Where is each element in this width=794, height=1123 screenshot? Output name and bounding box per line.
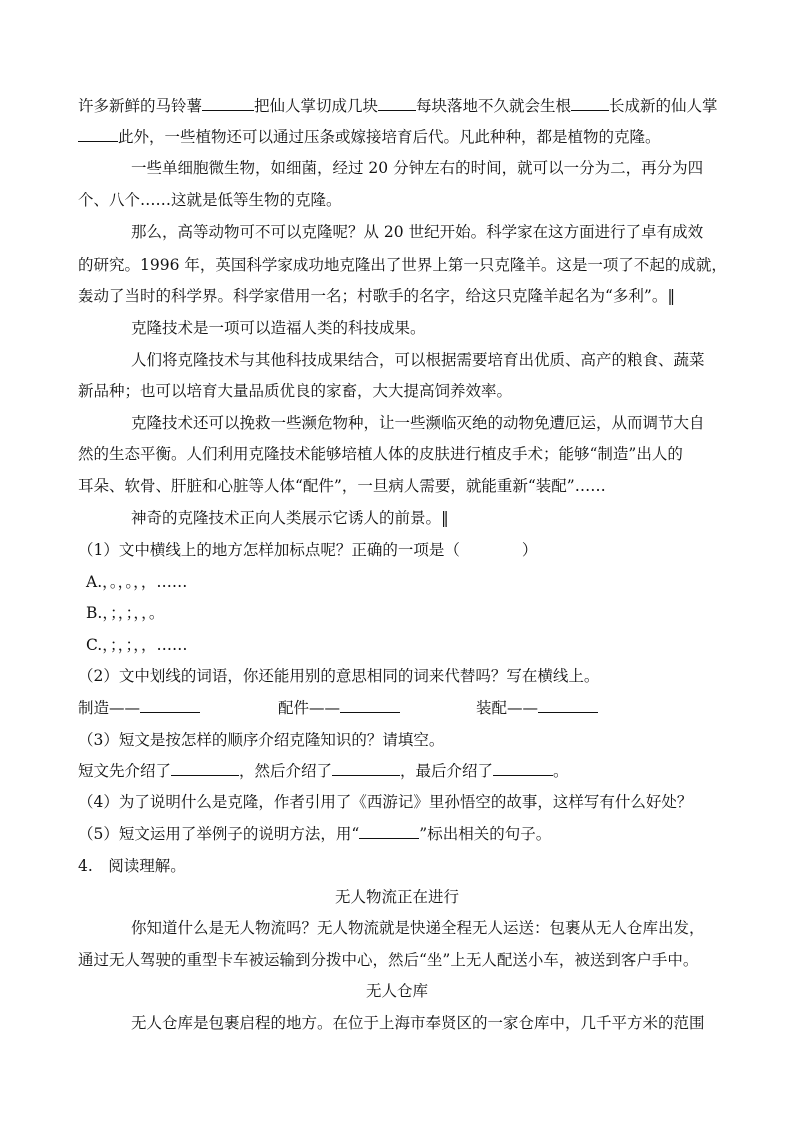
option-c[interactable]: C.，；，；，，…… [86, 636, 188, 654]
passage-text: 此外，一些植物还可以通过压条或嫁接培育后代。凡此种种，都是植物的克隆。 [118, 128, 661, 146]
passage-text: 每块落地不久就会生根 [416, 97, 572, 115]
passage-line [78, 96, 718, 116]
passage-line: 克隆技术是一项可以造福人类的科技成果。 [131, 319, 426, 337]
fill-text: ，然后介绍了 [239, 762, 333, 780]
passage-line [78, 127, 661, 147]
question-5-text: （5）短文运用了举例子的说明方法，用“ [78, 825, 360, 843]
passage-line: 克隆技术还可以挽救一些濒危物种，让一些濒临灭绝的动物免遭厄运，从而调节大自 [131, 414, 705, 432]
answer-blank[interactable] [538, 698, 598, 713]
passage-line: 然的生态平衡。人们利用克隆技术能够培植人体的皮肤进行植皮手术；能够“制造”出人的 [78, 445, 683, 463]
punctuation-blank[interactable] [202, 96, 254, 111]
section-heading: 4. 阅读理解。 [78, 857, 186, 875]
word-peijian: 配件—— [278, 699, 341, 717]
punctuation-blank[interactable] [378, 96, 416, 111]
answer-blank[interactable] [340, 698, 400, 713]
question-4: （4）为了说明什么是克隆，作者引用了《西游记》里孙悟空的故事，这样写有什么好处？ [78, 793, 693, 811]
passage-line: 个、八个……这就是低等生物的克隆。 [78, 191, 342, 209]
article-title: 无人物流正在进行 [334, 888, 459, 906]
fill-text: ，最后介绍了 [400, 762, 494, 780]
synonym-row [78, 698, 200, 718]
fill-text: 。 [553, 762, 569, 780]
question-3-fill [78, 761, 569, 781]
synonym-row [278, 698, 400, 718]
question-1: （1）文中横线上的地方怎样加标点呢？正确的一项是（ ） [78, 541, 538, 559]
passage-line: 新品种；也可以培育大量品质优良的家畜，大大提高饲养效率。 [78, 382, 513, 400]
answer-blank[interactable] [171, 761, 239, 776]
question-5 [78, 824, 551, 844]
passage-line: 你知道什么是无人物流吗？无人物流就是快递全程无人运送：包裹从无人仓库出发， [131, 919, 705, 937]
passage-line: 无人仓库是包裹启程的地方。在位于上海市奉贤区的一家仓库中，几千平方米的范围 [131, 1014, 705, 1032]
option-b[interactable]: B.，；，；，，。 [86, 604, 165, 622]
passage-line: 通过无人驾驶的重型卡车被运输到分拨中心，然后“坐”上无人配送小车，被送到客户手中。 [78, 951, 699, 969]
synonym-row [476, 698, 598, 718]
answer-blank[interactable] [359, 824, 419, 839]
answer-blank[interactable] [332, 761, 400, 776]
answer-blank[interactable] [493, 761, 553, 776]
question-3: （3）短文是按怎样的顺序介绍克隆知识的？请填空。 [78, 731, 445, 749]
passage-line: 人们将克隆技术与其他科技成果结合，可以根据需要培育出优质、高产的粮食、蔬菜 [131, 351, 705, 369]
article-subtitle: 无人仓库 [365, 982, 428, 1000]
passage-line: 轰动了当时的科学界。科学家借用一名；村歌手的名字，给这只克隆羊起名为“多利”。‖ [78, 287, 676, 305]
punctuation-blank[interactable] [571, 96, 609, 111]
passage-text: 许多新鲜的马铃薯 [78, 97, 203, 115]
answer-blank[interactable] [140, 698, 200, 713]
question-5-text: ”标出相关的句子。 [419, 825, 552, 843]
passage-text: 长成新的仙人掌 [609, 97, 718, 115]
passage-line: 神奇的克隆技术正向人类展示它诱人的前景。‖ [131, 509, 449, 527]
passage-line: 的研究。1996 年，英国科学家成功地克隆出了世界上第一只克隆羊。这是一项了不起的成就， [78, 256, 727, 274]
passage-line: 一些单细胞微生物，如细菌，经过 20 分钟左右的时间，就可以一分为二，再分为四 [131, 159, 704, 177]
word-zhizao: 制造—— [78, 699, 141, 717]
punctuation-blank[interactable] [78, 127, 118, 142]
word-zhuangpei: 装配—— [476, 699, 539, 717]
passage-text: 把仙人掌切成几块 [254, 97, 379, 115]
passage-line: 那么，高等动物可不可以克隆呢？从 20 世纪开始。科学家在这方面进行了卓有成效 [131, 223, 704, 241]
option-a[interactable]: A.，。，。，，…… [86, 573, 188, 591]
fill-text: 短文先介绍了 [78, 762, 172, 780]
passage-line: 耳朵、软骨、肝脏和心脏等人体“配件”，一旦病人需要，就能重新“装配”…… [78, 477, 606, 495]
question-2: （2）文中划线的词语，你还能用别的意思相同的词来代替吗？写在横线上。 [78, 667, 600, 685]
